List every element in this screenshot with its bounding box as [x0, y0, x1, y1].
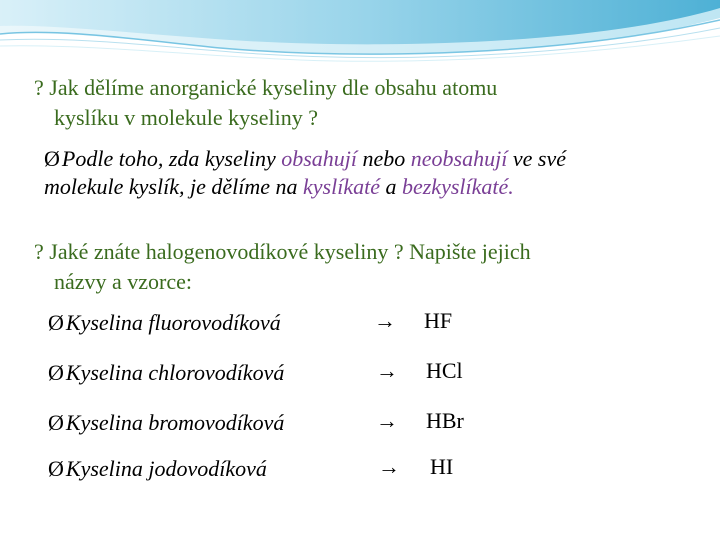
answer1-line1 [44, 144, 566, 174]
question1-line1: ? Jak dělíme anorganické kyseliny dle obsahu atomu [34, 75, 498, 100]
question2-line2: názvy a vzorce: [54, 269, 193, 294]
answer1-text: Podle toho, zda kyseliny [61, 146, 282, 171]
acid-formula: HCl [426, 358, 463, 383]
answer1-text: nebo [357, 146, 411, 171]
answer1-period: . [508, 174, 514, 199]
arrow-bullet-icon: Ø [48, 456, 64, 481]
right-arrow-icon: → [376, 358, 398, 383]
arrow-bullet-icon: Ø [48, 310, 64, 335]
right-arrow-icon: → [376, 408, 398, 433]
acid-formula: HI [430, 454, 454, 479]
arrow-bullet-icon: Ø [48, 410, 64, 435]
highlight-obsahuji: obsahují [281, 146, 358, 171]
acid-name: Kyselina bromovodíková [65, 410, 285, 435]
acid-row-hi [48, 454, 267, 484]
highlight-neobsahuji: neobsahují [410, 146, 508, 171]
acid-row-hbr [48, 408, 284, 438]
acid-name: Kyselina fluorovodíková [65, 310, 281, 335]
answer1-text: ve své [507, 146, 566, 171]
right-arrow-icon: → [378, 454, 400, 479]
highlight-bezkyslikate: bezkyslíkaté [401, 174, 509, 199]
arrow-bullet-icon: Ø [48, 360, 64, 385]
acid-row-hf [48, 308, 281, 338]
acid-formula: HBr [426, 408, 464, 433]
acid-formula: HF [424, 308, 453, 333]
question1-line2: kyslíku v molekule kyseliny ? [54, 105, 318, 130]
question2-line1: ? Jaké znáte halogenovodíkové kyseliny ? Napište jejich [34, 239, 531, 264]
right-arrow-icon: → [374, 308, 396, 333]
highlight-kyslikate: kyslíkaté [303, 174, 380, 199]
acid-name: Kyselina jodovodíková [65, 456, 267, 481]
answer1-text: a [379, 174, 402, 199]
acid-name: Kyselina chlorovodíková [65, 360, 285, 385]
answer1-text: molekule kyslík, je dělíme na [44, 174, 304, 199]
arrow-bullet-icon: Ø [44, 146, 60, 171]
answer1-line2 [44, 172, 514, 202]
acid-row-hcl [48, 358, 284, 388]
